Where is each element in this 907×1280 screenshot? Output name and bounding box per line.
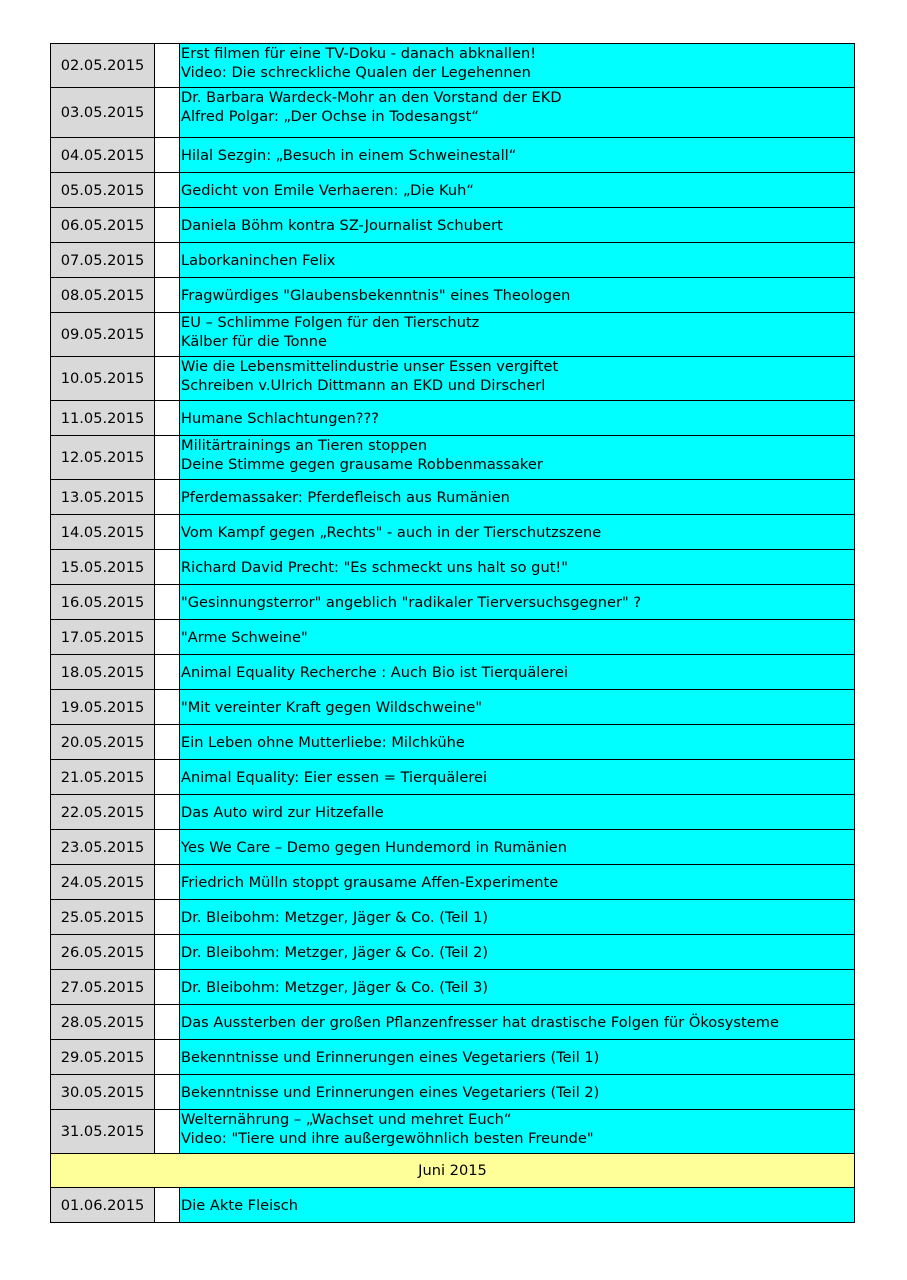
row-marker-cell bbox=[155, 935, 180, 970]
row-marker-cell bbox=[155, 1040, 180, 1075]
row-title-cell bbox=[180, 44, 855, 88]
row-marker-cell bbox=[155, 515, 180, 550]
row-title-cell bbox=[180, 830, 855, 865]
row-marker-cell bbox=[155, 208, 180, 243]
table-row bbox=[51, 44, 855, 88]
row-date: 11.05.2015 bbox=[51, 401, 155, 436]
table-row bbox=[51, 795, 855, 830]
row-title-line: Die Akte Fleisch bbox=[181, 1196, 299, 1214]
article-index-sheet bbox=[50, 43, 854, 1223]
row-date: 19.05.2015 bbox=[51, 690, 155, 725]
table-row bbox=[51, 278, 855, 313]
row-title-line: Das Auto wird zur Hitzefalle bbox=[181, 803, 384, 821]
table-row bbox=[51, 138, 855, 173]
row-date: 26.05.2015 bbox=[51, 935, 155, 970]
may-rows bbox=[51, 44, 855, 1154]
month-separator bbox=[51, 1154, 855, 1188]
row-marker-cell bbox=[155, 585, 180, 620]
row-title-line: Deine Stimme gegen grausame Robbenmassaker bbox=[181, 456, 543, 473]
row-marker-cell bbox=[155, 88, 180, 138]
row-date: 08.05.2015 bbox=[51, 278, 155, 313]
row-title-line: Dr. Barbara Wardeck-Mohr an den Vorstand der EKD bbox=[181, 89, 562, 106]
row-title-line: EU – Schlimme Folgen für den Tierschutz bbox=[181, 314, 480, 331]
row-title-line: Erst filmen für eine TV-Doku - danach abknallen! bbox=[181, 45, 537, 62]
row-marker-cell bbox=[155, 690, 180, 725]
row-date: 14.05.2015 bbox=[51, 515, 155, 550]
row-date: 03.05.2015 bbox=[51, 88, 155, 138]
row-date: 23.05.2015 bbox=[51, 830, 155, 865]
row-title-cell bbox=[180, 515, 855, 550]
table-row bbox=[51, 243, 855, 278]
row-date: 12.05.2015 bbox=[51, 436, 155, 480]
table-row bbox=[51, 208, 855, 243]
row-title-line: Ein Leben ohne Mutterliebe: Milchkühe bbox=[181, 733, 465, 751]
row-title-cell bbox=[180, 313, 855, 357]
row-marker-cell bbox=[155, 44, 180, 88]
table-row bbox=[51, 313, 855, 357]
row-marker-cell bbox=[155, 138, 180, 173]
row-title-cell bbox=[180, 865, 855, 900]
table-row bbox=[51, 1005, 855, 1040]
row-title-cell bbox=[180, 620, 855, 655]
row-date: 17.05.2015 bbox=[51, 620, 155, 655]
row-title-cell bbox=[180, 243, 855, 278]
row-date: 29.05.2015 bbox=[51, 1040, 155, 1075]
row-title-line: Welternährung – „Wachset und mehret Euch“ bbox=[181, 1111, 512, 1128]
row-title-line: Bekenntnisse und Erinnerungen eines Vegetariers (Teil 1) bbox=[181, 1048, 600, 1066]
row-date: 18.05.2015 bbox=[51, 655, 155, 690]
row-title-line: Animal Equality: Eier essen = Tierquälerei bbox=[181, 768, 488, 786]
row-date: 28.05.2015 bbox=[51, 1005, 155, 1040]
row-title-cell bbox=[180, 725, 855, 760]
row-title-line: Hilal Sezgin: „Besuch in einem Schweinestall“ bbox=[181, 146, 517, 164]
row-title-line: Dr. Bleibohm: Metzger, Jäger & Co. (Teil 2) bbox=[181, 943, 489, 961]
row-title-cell bbox=[180, 357, 855, 401]
row-marker-cell bbox=[155, 1188, 180, 1223]
table-row bbox=[51, 970, 855, 1005]
row-date: 24.05.2015 bbox=[51, 865, 155, 900]
row-title-line: Wie die Lebensmittelindustrie unser Essen vergiftet bbox=[181, 358, 559, 375]
row-date: 16.05.2015 bbox=[51, 585, 155, 620]
table-row bbox=[51, 585, 855, 620]
row-date: 22.05.2015 bbox=[51, 795, 155, 830]
row-title-line: Friedrich Mülln stoppt grausame Affen-Experimente bbox=[181, 873, 559, 891]
table-row bbox=[51, 436, 855, 480]
row-title-cell bbox=[180, 655, 855, 690]
row-marker-cell bbox=[155, 1110, 180, 1154]
row-date: 30.05.2015 bbox=[51, 1075, 155, 1110]
row-title-cell bbox=[180, 1110, 855, 1154]
table-row bbox=[51, 725, 855, 760]
article-table bbox=[50, 43, 855, 1223]
row-title-cell bbox=[180, 480, 855, 515]
row-date: 07.05.2015 bbox=[51, 243, 155, 278]
row-title-cell bbox=[180, 278, 855, 313]
row-title-cell bbox=[180, 900, 855, 935]
row-title-line: Gedicht von Emile Verhaeren: „Die Kuh“ bbox=[181, 181, 474, 199]
row-marker-cell bbox=[155, 243, 180, 278]
row-title-line: Video: "Tiere und ihre außergewöhnlich besten Freunde" bbox=[181, 1130, 594, 1147]
row-title-cell bbox=[180, 436, 855, 480]
table-row bbox=[51, 1075, 855, 1110]
row-title-line: Pferdemassaker: Pferdefleisch aus Rumänien bbox=[181, 488, 510, 506]
table-row bbox=[51, 620, 855, 655]
table-row bbox=[51, 655, 855, 690]
table-row bbox=[51, 900, 855, 935]
row-title-cell bbox=[180, 401, 855, 436]
row-title-line: "Arme Schweine" bbox=[181, 628, 308, 646]
row-marker-cell bbox=[155, 550, 180, 585]
row-title-cell bbox=[180, 1040, 855, 1075]
june-rows bbox=[51, 1188, 855, 1223]
row-marker-cell bbox=[155, 900, 180, 935]
row-date: 31.05.2015 bbox=[51, 1110, 155, 1154]
table-row bbox=[51, 515, 855, 550]
row-title-cell bbox=[180, 690, 855, 725]
row-title-line: "Gesinnungsterror" angeblich "radikaler Tierversuchsgegner" ? bbox=[181, 593, 642, 611]
row-title-line: Dr. Bleibohm: Metzger, Jäger & Co. (Teil 3) bbox=[181, 978, 489, 996]
table-row bbox=[51, 760, 855, 795]
row-title-cell bbox=[180, 1075, 855, 1110]
row-marker-cell bbox=[155, 655, 180, 690]
row-title-line: Humane Schlachtungen??? bbox=[181, 409, 380, 427]
row-title-line: Militärtrainings an Tieren stoppen bbox=[181, 437, 428, 454]
row-title-line: Alfred Polgar: „Der Ochse in Todesangst“ bbox=[181, 108, 479, 125]
row-title-cell bbox=[180, 760, 855, 795]
row-title-cell bbox=[180, 935, 855, 970]
row-title-cell bbox=[180, 88, 855, 138]
row-marker-cell bbox=[155, 795, 180, 830]
row-title-line: Bekenntnisse und Erinnerungen eines Vegetariers (Teil 2) bbox=[181, 1083, 600, 1101]
row-date: 06.05.2015 bbox=[51, 208, 155, 243]
table-row bbox=[51, 1040, 855, 1075]
row-date: 27.05.2015 bbox=[51, 970, 155, 1005]
row-marker-cell bbox=[155, 278, 180, 313]
row-marker-cell bbox=[155, 725, 180, 760]
row-date: 05.05.2015 bbox=[51, 173, 155, 208]
month-header: Juni 2015 bbox=[51, 1154, 855, 1188]
row-marker-cell bbox=[155, 436, 180, 480]
row-title-cell bbox=[180, 550, 855, 585]
row-title-cell bbox=[180, 795, 855, 830]
table-row bbox=[51, 88, 855, 138]
table-row bbox=[51, 1188, 855, 1223]
row-title-line: Schreiben v.Ulrich Dittmann an EKD und Dirscherl bbox=[181, 377, 546, 394]
row-marker-cell bbox=[155, 480, 180, 515]
row-marker-cell bbox=[155, 760, 180, 795]
row-title-cell bbox=[180, 138, 855, 173]
row-date: 09.05.2015 bbox=[51, 313, 155, 357]
row-date: 20.05.2015 bbox=[51, 725, 155, 760]
row-title-line: Yes We Care – Demo gegen Hundemord in Rumänien bbox=[181, 838, 567, 856]
row-title-line: Video: Die schreckliche Qualen der Legehennen bbox=[181, 64, 531, 81]
table-row bbox=[51, 690, 855, 725]
table-row bbox=[51, 935, 855, 970]
table-row bbox=[51, 357, 855, 401]
row-marker-cell bbox=[155, 173, 180, 208]
row-marker-cell bbox=[155, 1005, 180, 1040]
row-marker-cell bbox=[155, 830, 180, 865]
row-marker-cell bbox=[155, 970, 180, 1005]
row-date: 10.05.2015 bbox=[51, 357, 155, 401]
row-title-line: Richard David Precht: "Es schmeckt uns halt so gut!" bbox=[181, 558, 568, 576]
row-title-line: Dr. Bleibohm: Metzger, Jäger & Co. (Teil 1) bbox=[181, 908, 489, 926]
row-title-line: Vom Kampf gegen „Rechts" - auch in der Tierschutzszene bbox=[181, 523, 602, 541]
table-row bbox=[51, 401, 855, 436]
row-date: 04.05.2015 bbox=[51, 138, 155, 173]
row-title-line: Das Aussterben der großen Pflanzenfresser hat drastische Folgen für Ökosysteme bbox=[181, 1013, 779, 1031]
table-row bbox=[51, 1110, 855, 1154]
row-title-cell bbox=[180, 173, 855, 208]
row-title-line: Daniela Böhm kontra SZ-Journalist Schubert bbox=[181, 216, 503, 234]
table-row bbox=[51, 830, 855, 865]
row-date: 13.05.2015 bbox=[51, 480, 155, 515]
row-title-cell bbox=[180, 208, 855, 243]
row-marker-cell bbox=[155, 357, 180, 401]
row-marker-cell bbox=[155, 620, 180, 655]
row-date: 21.05.2015 bbox=[51, 760, 155, 795]
row-marker-cell bbox=[155, 865, 180, 900]
row-title-line: Animal Equality Recherche : Auch Bio ist Tierquälerei bbox=[181, 663, 569, 681]
row-date: 15.05.2015 bbox=[51, 550, 155, 585]
table-row bbox=[51, 865, 855, 900]
row-date: 01.06.2015 bbox=[51, 1188, 155, 1223]
row-title-cell bbox=[180, 1188, 855, 1223]
row-title-line: Kälber für die Tonne bbox=[181, 333, 327, 350]
row-marker-cell bbox=[155, 1075, 180, 1110]
row-title-cell bbox=[180, 970, 855, 1005]
row-title-line: Laborkaninchen Felix bbox=[181, 251, 336, 269]
row-title-line: Fragwürdiges "Glaubensbekenntnis" eines Theologen bbox=[181, 286, 571, 304]
table-row bbox=[51, 480, 855, 515]
row-date: 02.05.2015 bbox=[51, 44, 155, 88]
row-marker-cell bbox=[155, 313, 180, 357]
row-title-cell bbox=[180, 585, 855, 620]
table-row bbox=[51, 173, 855, 208]
row-date: 25.05.2015 bbox=[51, 900, 155, 935]
table-row bbox=[51, 550, 855, 585]
row-title-cell bbox=[180, 1005, 855, 1040]
row-title-line: "Mit vereinter Kraft gegen Wildschweine" bbox=[181, 698, 483, 716]
row-marker-cell bbox=[155, 401, 180, 436]
